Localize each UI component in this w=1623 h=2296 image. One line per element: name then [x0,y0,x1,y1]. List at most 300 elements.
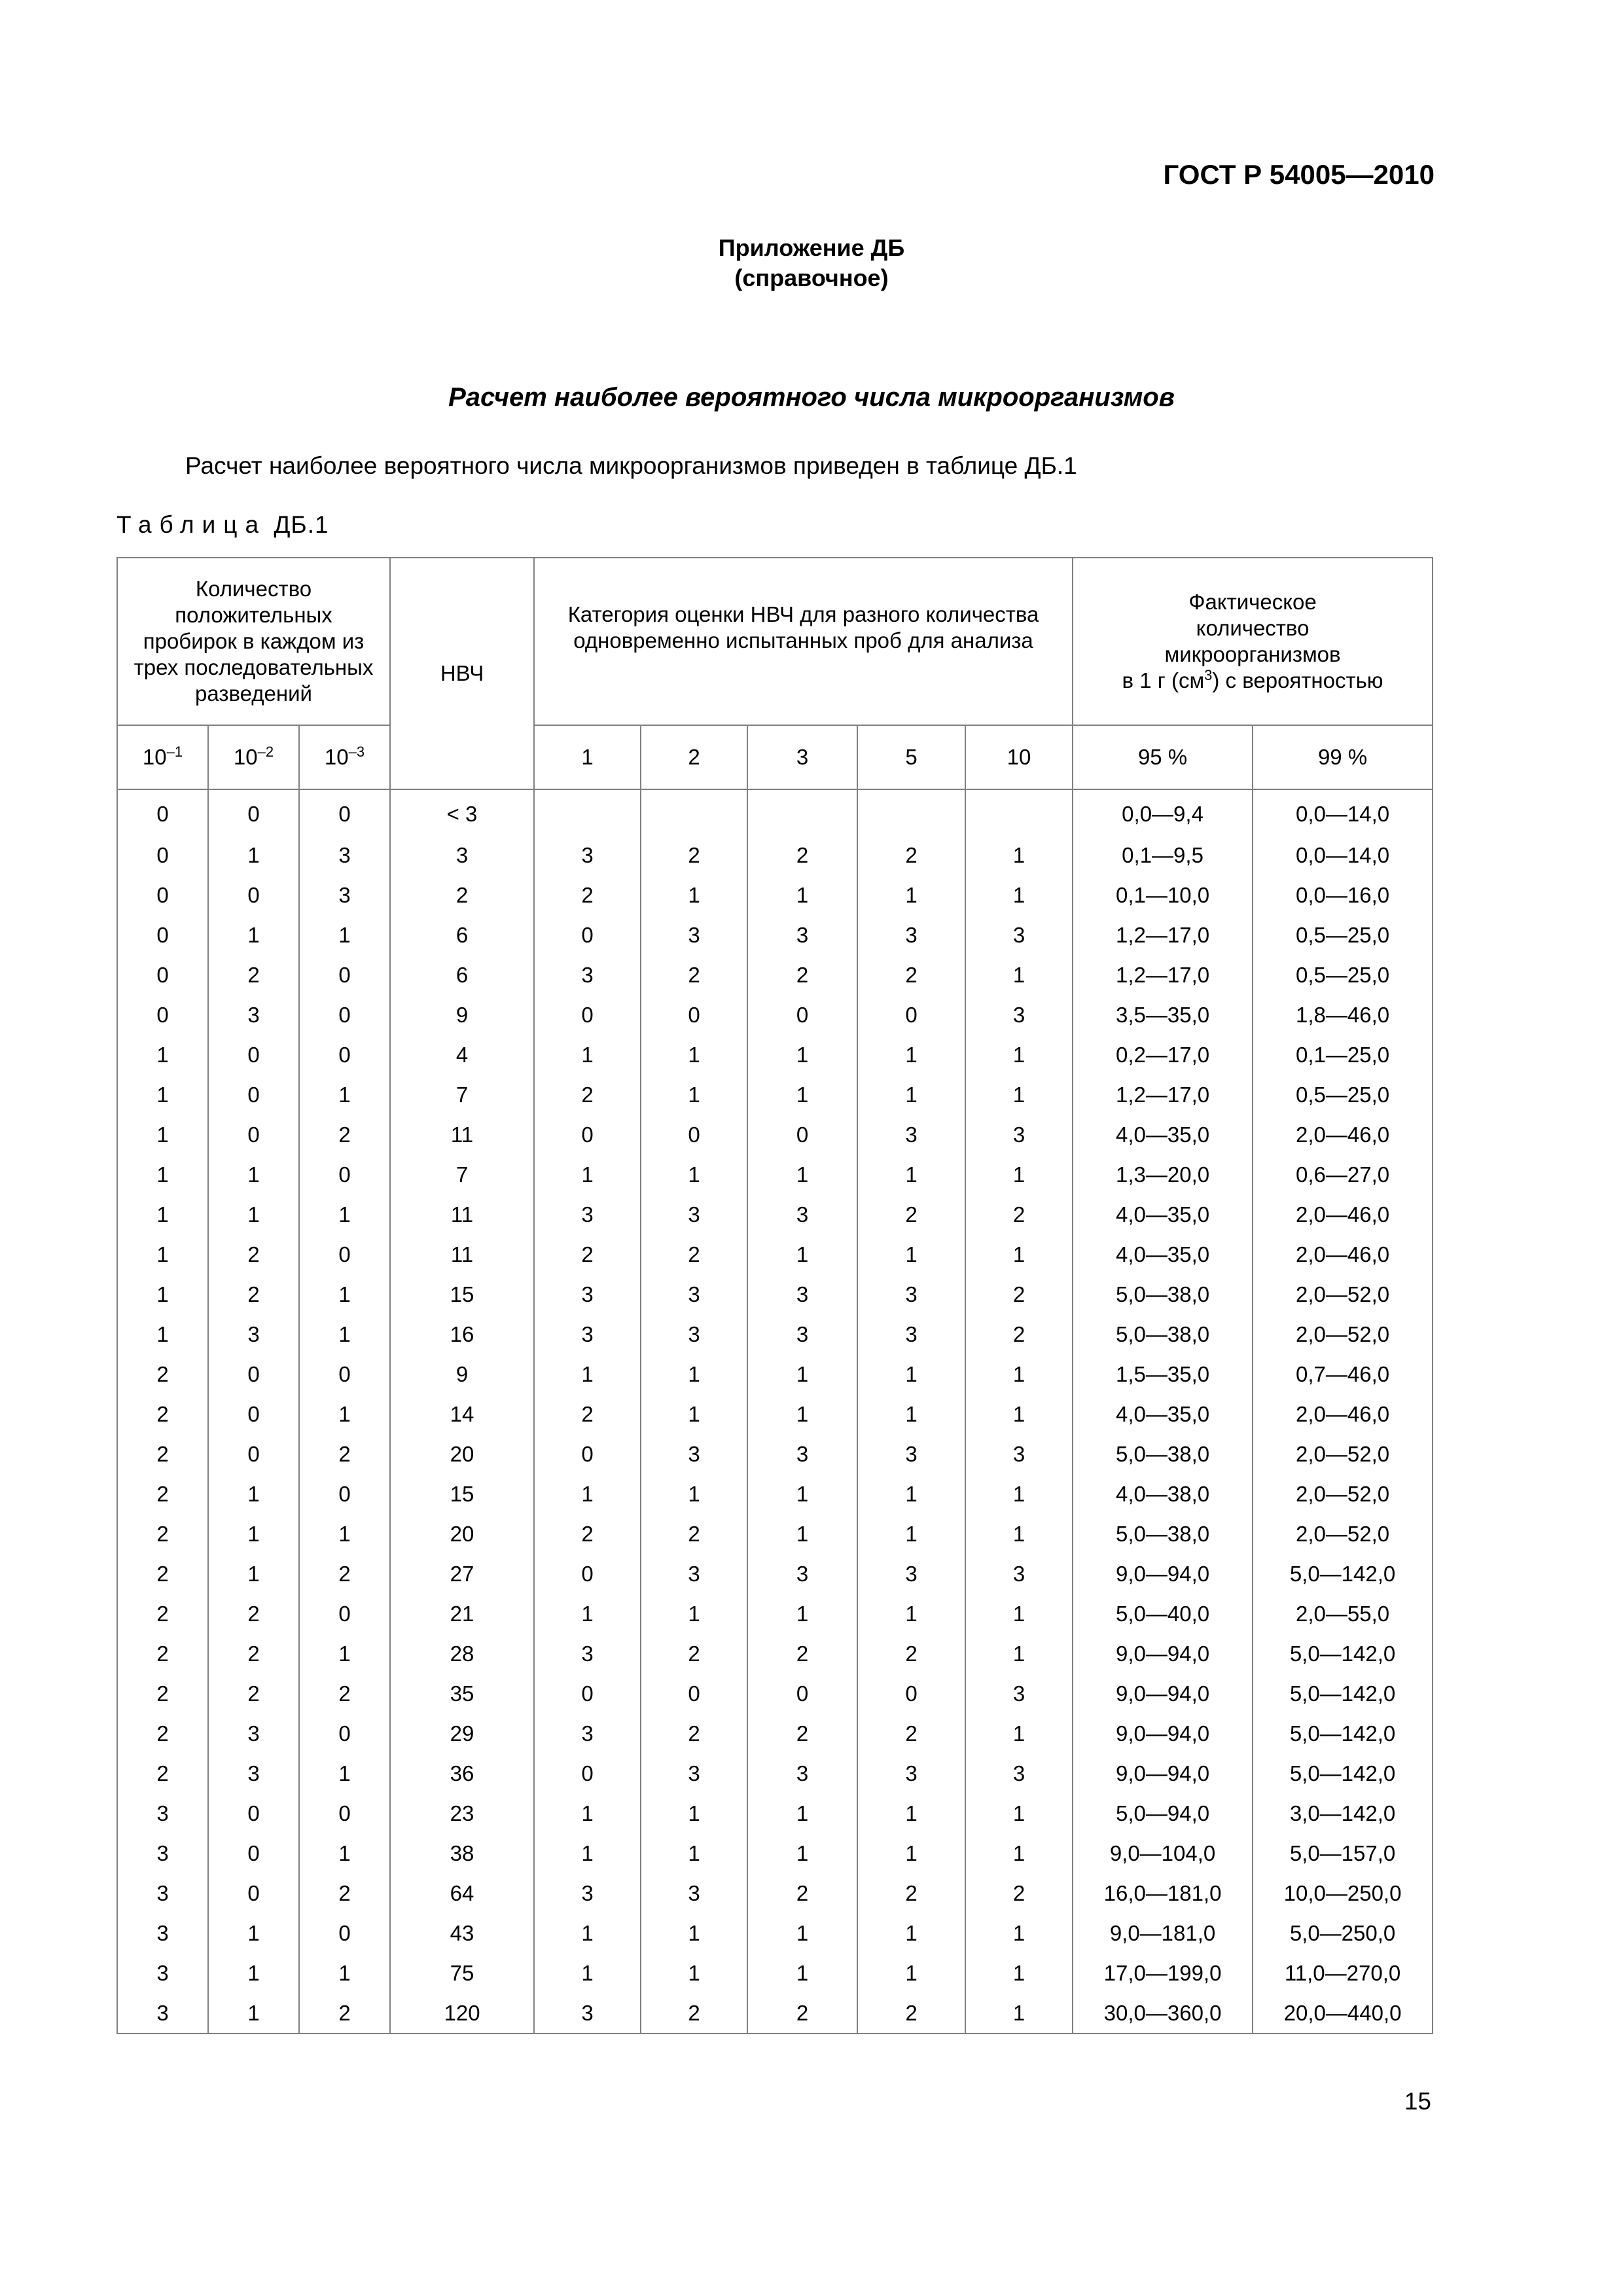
header-dilution-1 [117,725,208,789]
cell-dilution-3: 1 [299,1953,390,1993]
cell-range-95: 0,0—9,4 [1073,789,1253,835]
cell-category-5: 1 [857,1234,965,1274]
cell-dilution-1: 3 [117,1993,208,2034]
cell-category-2: 0 [641,995,747,1035]
cell-category-1: 1 [534,1155,641,1194]
cell-dilution-2: 1 [208,835,299,875]
cell-category-3: 1 [747,1035,857,1075]
cell-range-95: 0,1—10,0 [1073,875,1253,915]
cell-category-10: 1 [965,1155,1073,1194]
cell-dilution-2: 1 [208,1474,299,1514]
cell-category-10: 1 [965,1913,1073,1953]
cell-mpn: 3 [390,835,534,875]
table-row [117,1474,1433,1514]
cell-category-1: 3 [534,1194,641,1234]
cell-category-5 [857,789,965,835]
cell-dilution-2: 0 [208,1873,299,1913]
cell-mpn: 15 [390,1474,534,1514]
cell-mpn: 21 [390,1594,534,1634]
cell-category-10 [965,789,1073,835]
cell-category-1: 3 [534,955,641,995]
cell-dilution-2: 1 [208,1913,299,1953]
cell-category-10: 1 [965,1993,1073,2034]
cell-category-2: 1 [641,1035,747,1075]
cell-range-99: 0,0—16,0 [1253,875,1433,915]
cell-category-3: 1 [747,1155,857,1194]
table-row [117,1873,1433,1913]
cell-category-3: 2 [747,1634,857,1674]
cell-dilution-1: 0 [117,789,208,835]
cell-category-3: 1 [747,1394,857,1434]
table-row [117,1314,1433,1354]
cell-range-99: 0,5—25,0 [1253,1075,1433,1115]
cell-range-95: 17,0—199,0 [1073,1953,1253,1993]
cell-range-95: 9,0—94,0 [1073,1554,1253,1594]
page-number: 15 [1404,2088,1431,2115]
appendix-subtitle: (справочное) [734,264,889,291]
dilution-exponent: –3 [348,744,365,760]
cell-range-99: 2,0—52,0 [1253,1474,1433,1514]
cell-category-2: 3 [641,1434,747,1474]
cell-dilution-3: 0 [299,1594,390,1634]
cell-dilution-2: 0 [208,1833,299,1873]
header-category-2: 2 [641,725,747,789]
table-row [117,1674,1433,1713]
cell-category-1: 3 [534,1634,641,1674]
cell-mpn: 9 [390,995,534,1035]
cell-range-99: 20,0—440,0 [1253,1993,1433,2034]
cell-dilution-3: 1 [299,1194,390,1234]
cell-category-1: 2 [534,1234,641,1274]
cell-range-95: 16,0—181,0 [1073,1873,1253,1913]
cell-dilution-1: 3 [117,1913,208,1953]
cell-category-3: 1 [747,1594,857,1634]
cell-range-95: 1,5—35,0 [1073,1354,1253,1394]
cell-dilution-1: 3 [117,1873,208,1913]
dilution-exponent: –2 [257,744,274,760]
cell-category-5: 1 [857,1793,965,1833]
cell-category-5: 1 [857,1075,965,1115]
table-row [117,875,1433,915]
cell-dilution-1: 2 [117,1674,208,1713]
cell-range-99: 0,0—14,0 [1253,835,1433,875]
cell-category-5: 2 [857,955,965,995]
table-row [117,1833,1433,1873]
cell-range-99: 10,0—250,0 [1253,1873,1433,1913]
table-row [117,1115,1433,1155]
cell-category-5: 1 [857,1833,965,1873]
table-caption-word: Таблица [116,511,267,538]
cell-category-3: 1 [747,1514,857,1554]
table-row [117,1514,1433,1554]
appendix-block [0,233,1623,293]
cell-category-10: 1 [965,955,1073,995]
cell-dilution-2: 2 [208,1234,299,1274]
cell-category-5: 2 [857,1194,965,1234]
cell-range-95: 9,0—181,0 [1073,1913,1253,1953]
cell-dilution-2: 3 [208,995,299,1035]
cell-dilution-2: 2 [208,1634,299,1674]
cell-dilution-3: 2 [299,1993,390,2034]
cell-category-5: 2 [857,1634,965,1674]
cell-category-5: 1 [857,1953,965,1993]
cell-range-99: 5,0—142,0 [1253,1713,1433,1753]
cell-range-99: 3,0—142,0 [1253,1793,1433,1833]
table-row [117,1634,1433,1674]
cell-category-3: 1 [747,1833,857,1873]
cell-range-99: 5,0—142,0 [1253,1634,1433,1674]
cell-mpn: 2 [390,875,534,915]
table-row [117,789,1433,835]
cell-dilution-2: 1 [208,1993,299,2034]
cell-category-3: 2 [747,1873,857,1913]
header-mpn: НВЧ [390,558,534,789]
appendix-title: Приложение ДБ [718,234,905,261]
cell-mpn: 20 [390,1514,534,1554]
table-row [117,915,1433,955]
cell-category-2: 2 [641,1514,747,1554]
cell-range-95: 5,0—38,0 [1073,1514,1253,1554]
table-row [117,995,1433,1035]
header-positive-tubes [117,558,390,725]
cell-dilution-1: 3 [117,1793,208,1833]
cell-dilution-2: 0 [208,875,299,915]
cell-dilution-2: 0 [208,1434,299,1474]
cell-range-95: 0,1—9,5 [1073,835,1253,875]
cell-category-1: 3 [534,1993,641,2034]
cell-mpn: 38 [390,1833,534,1873]
cell-dilution-1: 0 [117,835,208,875]
cell-category-3: 1 [747,1075,857,1115]
cell-category-5: 2 [857,835,965,875]
cell-dilution-2: 1 [208,1514,299,1554]
cell-category-2: 2 [641,835,747,875]
cell-category-1: 1 [534,1035,641,1075]
cell-category-10: 3 [965,1434,1073,1474]
table-body [117,789,1433,2034]
cell-dilution-3: 1 [299,1075,390,1115]
cell-dilution-3: 0 [299,1234,390,1274]
cell-dilution-1: 2 [117,1634,208,1674]
cell-category-1: 2 [534,875,641,915]
cell-category-3: 1 [747,1953,857,1993]
cell-category-5: 1 [857,1155,965,1194]
cell-dilution-1: 0 [117,995,208,1035]
cell-category-5: 1 [857,1514,965,1554]
cell-category-1: 3 [534,1713,641,1753]
header-category [534,558,1073,725]
cell-category-5: 1 [857,875,965,915]
cell-range-99: 0,6—27,0 [1253,1155,1433,1194]
cell-dilution-3: 1 [299,1274,390,1314]
header-actual-line2-pre: в 1 г (см [1122,668,1205,692]
section-heading: Расчет наиболее вероятного числа микроорганизмов [448,383,1175,412]
cell-category-2: 0 [641,1115,747,1155]
cell-dilution-1: 1 [117,1075,208,1115]
table-row [117,835,1433,875]
cell-mpn: 28 [390,1634,534,1674]
table-header [117,558,1433,789]
cell-dilution-3: 1 [299,1514,390,1554]
table-row [117,1753,1433,1793]
cell-range-99: 5,0—142,0 [1253,1753,1433,1793]
header-actual-line1: Фактическое количество микроорганизмов [1164,590,1341,666]
cell-range-99: 2,0—52,0 [1253,1434,1433,1474]
cell-category-2: 1 [641,1793,747,1833]
cell-category-2: 1 [641,1833,747,1873]
table-row [117,1953,1433,1993]
cell-dilution-1: 1 [117,1274,208,1314]
cell-dilution-1: 2 [117,1514,208,1554]
cell-dilution-3: 1 [299,1753,390,1793]
cell-category-5: 2 [857,1993,965,2034]
cell-range-99: 5,0—157,0 [1253,1833,1433,1873]
cell-mpn: 27 [390,1554,534,1594]
cell-mpn: 16 [390,1314,534,1354]
cell-range-99: 2,0—55,0 [1253,1594,1433,1634]
cell-category-3: 0 [747,1674,857,1713]
cell-range-95: 9,0—94,0 [1073,1753,1253,1793]
table-row [117,1793,1433,1833]
cell-category-10: 2 [965,1194,1073,1234]
cell-range-99: 0,5—25,0 [1253,955,1433,995]
cell-range-95: 1,3—20,0 [1073,1155,1253,1194]
dilution-exponent: –1 [166,744,183,760]
cell-category-2: 2 [641,955,747,995]
cell-category-2: 3 [641,1194,747,1234]
cell-range-99: 1,8—46,0 [1253,995,1433,1035]
cell-category-1: 0 [534,1115,641,1155]
cell-category-2: 2 [641,1634,747,1674]
cell-range-99: 2,0—52,0 [1253,1314,1433,1354]
cell-category-10: 2 [965,1873,1073,1913]
cell-range-99: 2,0—52,0 [1253,1274,1433,1314]
cell-range-95: 4,0—35,0 [1073,1234,1253,1274]
cell-dilution-2: 3 [208,1314,299,1354]
cell-range-95: 5,0—40,0 [1073,1594,1253,1634]
header-actual-line2-sup: 3 [1204,667,1213,683]
cell-category-1: 1 [534,1594,641,1634]
cell-dilution-1: 1 [117,1155,208,1194]
table-row [117,1075,1433,1115]
cell-category-10: 3 [965,995,1073,1035]
cell-category-10: 2 [965,1314,1073,1354]
cell-range-95: 4,0—35,0 [1073,1394,1253,1434]
cell-mpn: 15 [390,1274,534,1314]
cell-dilution-3: 1 [299,1394,390,1434]
cell-category-1: 0 [534,915,641,955]
table-row [117,1194,1433,1234]
cell-range-95: 3,5—35,0 [1073,995,1253,1035]
cell-range-99: 5,0—142,0 [1253,1554,1433,1594]
cell-category-2: 1 [641,1394,747,1434]
cell-dilution-3: 0 [299,1913,390,1953]
cell-category-3: 1 [747,1793,857,1833]
table-row [117,1913,1433,1953]
cell-dilution-3: 1 [299,1634,390,1674]
cell-category-5: 3 [857,1115,965,1155]
cell-dilution-2: 1 [208,1554,299,1594]
header-dilution-3 [299,725,390,789]
cell-category-5: 1 [857,1354,965,1394]
cell-category-10: 3 [965,1674,1073,1713]
table-row [117,1713,1433,1753]
cell-dilution-3: 0 [299,995,390,1035]
cell-range-99: 0,5—25,0 [1253,915,1433,955]
cell-range-95: 30,0—360,0 [1073,1993,1253,2034]
cell-category-1: 2 [534,1075,641,1115]
table-row [117,955,1433,995]
cell-range-95: 5,0—38,0 [1073,1314,1253,1354]
table-row [117,1594,1433,1634]
cell-category-10: 1 [965,1474,1073,1514]
cell-dilution-1: 2 [117,1434,208,1474]
header-positive-tubes-text: Количество положительных пробирок в каждом из трех последовательных разведений [134,577,374,706]
cell-dilution-1: 3 [117,1953,208,1993]
cell-category-5: 1 [857,1394,965,1434]
cell-category-1: 0 [534,1554,641,1594]
cell-mpn: 9 [390,1354,534,1394]
header-category-5: 5 [857,725,965,789]
cell-range-95: 9,0—94,0 [1073,1713,1253,1753]
cell-dilution-1: 1 [117,1035,208,1075]
cell-category-3: 3 [747,1753,857,1793]
cell-dilution-3: 0 [299,1474,390,1514]
cell-dilution-1: 1 [117,1194,208,1234]
cell-range-99: 2,0—52,0 [1253,1514,1433,1554]
cell-range-99: 11,0—270,0 [1253,1953,1433,1993]
cell-category-3 [747,789,857,835]
cell-dilution-1: 2 [117,1554,208,1594]
cell-category-10: 1 [965,1793,1073,1833]
cell-category-1: 3 [534,1314,641,1354]
cell-dilution-2: 0 [208,1115,299,1155]
cell-range-95: 1,2—17,0 [1073,915,1253,955]
cell-category-5: 3 [857,1753,965,1793]
cell-mpn: 35 [390,1674,534,1713]
cell-category-10: 3 [965,1753,1073,1793]
table-row [117,1354,1433,1394]
cell-category-10: 1 [965,1594,1073,1634]
cell-category-1: 1 [534,1793,641,1833]
cell-mpn: < 3 [390,789,534,835]
cell-category-1: 0 [534,1753,641,1793]
table-row [117,1993,1433,2034]
cell-dilution-2: 0 [208,1075,299,1115]
cell-range-99: 5,0—142,0 [1253,1674,1433,1713]
cell-dilution-1: 0 [117,915,208,955]
cell-dilution-3: 1 [299,1314,390,1354]
header-category-10: 10 [965,725,1073,789]
header-category-3: 3 [747,725,857,789]
cell-category-5: 0 [857,995,965,1035]
cell-category-2: 0 [641,1674,747,1713]
cell-mpn: 7 [390,1155,534,1194]
cell-dilution-2: 1 [208,915,299,955]
cell-dilution-2: 2 [208,1674,299,1713]
header-actual-line2 [1073,668,1432,694]
cell-dilution-1: 2 [117,1474,208,1514]
cell-dilution-2: 2 [208,1274,299,1314]
cell-category-3: 2 [747,1713,857,1753]
cell-category-5: 3 [857,1434,965,1474]
cell-category-1: 1 [534,1474,641,1514]
cell-category-5: 2 [857,1713,965,1753]
cell-category-10: 1 [965,875,1073,915]
cell-dilution-1: 1 [117,1234,208,1274]
cell-dilution-3: 2 [299,1674,390,1713]
cell-dilution-3: 2 [299,1873,390,1913]
cell-category-10: 1 [965,835,1073,875]
cell-dilution-2: 0 [208,1354,299,1394]
cell-category-2: 3 [641,1753,747,1793]
cell-dilution-1: 1 [117,1314,208,1354]
cell-category-2: 1 [641,1594,747,1634]
cell-dilution-2: 2 [208,1594,299,1634]
cell-category-2: 1 [641,1354,747,1394]
cell-category-1: 1 [534,1354,641,1394]
header-category-1: 1 [534,725,641,789]
cell-dilution-3: 0 [299,1713,390,1753]
cell-mpn: 29 [390,1713,534,1753]
cell-dilution-2: 1 [208,1194,299,1234]
cell-dilution-1: 0 [117,875,208,915]
cell-range-99: 2,0—46,0 [1253,1115,1433,1155]
cell-category-5: 1 [857,1913,965,1953]
cell-category-2: 3 [641,1554,747,1594]
table-row [117,1434,1433,1474]
cell-category-5: 3 [857,1554,965,1594]
cell-category-3: 1 [747,875,857,915]
cell-range-95: 9,0—94,0 [1073,1634,1253,1674]
cell-category-5: 1 [857,1474,965,1514]
cell-category-10: 1 [965,1713,1073,1753]
cell-category-5: 2 [857,1873,965,1913]
cell-category-5: 3 [857,1274,965,1314]
cell-range-95: 1,2—17,0 [1073,955,1253,995]
cell-category-1: 0 [534,1674,641,1713]
table-caption [116,511,329,539]
cell-category-10: 1 [965,1075,1073,1115]
cell-category-2: 3 [641,1274,747,1314]
cell-mpn: 23 [390,1793,534,1833]
cell-category-2: 2 [641,1993,747,2034]
cell-category-5: 3 [857,915,965,955]
cell-category-3: 3 [747,1314,857,1354]
cell-mpn: 6 [390,915,534,955]
cell-category-10: 2 [965,1274,1073,1314]
cell-category-3: 0 [747,995,857,1035]
cell-category-2: 3 [641,915,747,955]
table-row [117,1394,1433,1434]
cell-category-2: 2 [641,1713,747,1753]
cell-mpn: 14 [390,1394,534,1434]
header-actual-line2-post: ) с вероятностью [1212,668,1383,692]
cell-category-2 [641,789,747,835]
document-code: ГОСТ Р 54005—2010 [1163,159,1435,190]
cell-mpn: 4 [390,1035,534,1075]
cell-range-95: 1,2—17,0 [1073,1075,1253,1115]
cell-category-1: 2 [534,1514,641,1554]
cell-range-95: 0,2—17,0 [1073,1035,1253,1075]
cell-category-2: 3 [641,1314,747,1354]
cell-dilution-3: 1 [299,1833,390,1873]
cell-category-3: 0 [747,1115,857,1155]
cell-range-99: 2,0—46,0 [1253,1194,1433,1234]
cell-category-3: 3 [747,1274,857,1314]
cell-mpn: 43 [390,1913,534,1953]
cell-dilution-1: 3 [117,1833,208,1873]
